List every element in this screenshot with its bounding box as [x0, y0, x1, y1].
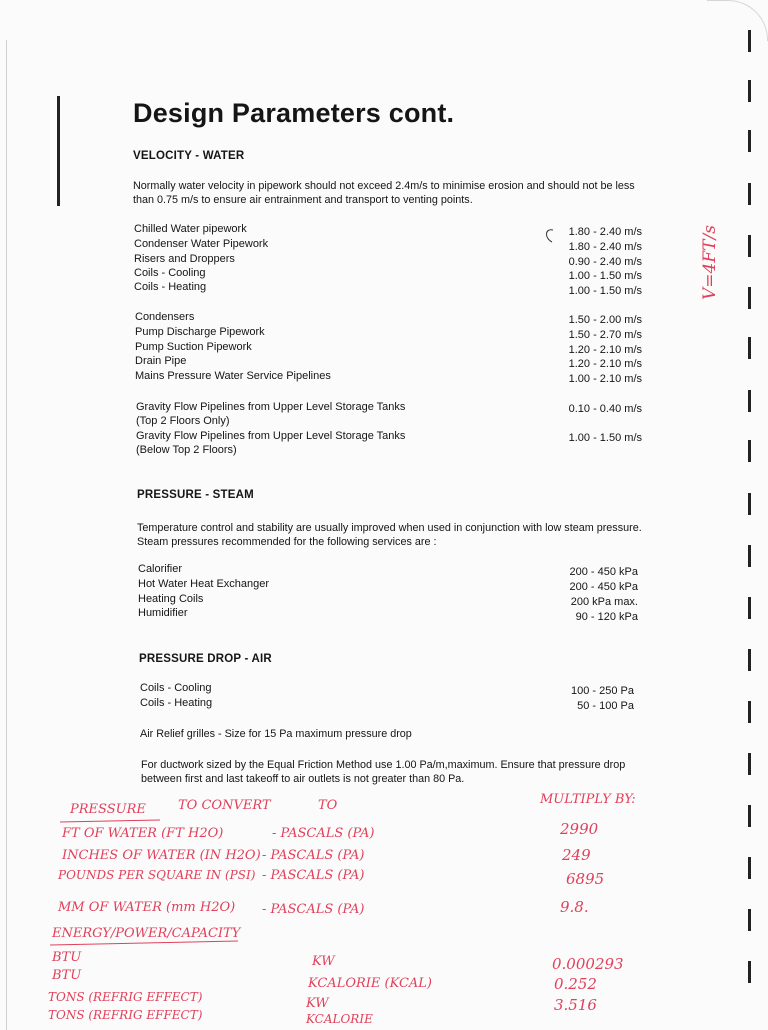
velocity-row-value: 1.00 - 1.50 m/s: [568, 285, 642, 297]
ductwork-note-line-1: For ductwork sized by the Equal Friction Method use 1.00 Pa/m,maximum. Ensure that pressure drop: [141, 759, 626, 771]
velocity-row-label: Coils - Cooling: [134, 267, 206, 279]
steam-row-label: Heating Coils: [138, 593, 204, 605]
page-title: Design Parameters cont.: [133, 98, 455, 128]
handwritten-energy-heading: ENERGY/POWER/CAPACITY: [52, 926, 241, 941]
steam-heading: PRESSURE - STEAM: [137, 489, 254, 501]
handwritten-energy-to: KCALORIE: [306, 1012, 373, 1026]
handwritten-energy-factor: 3.516: [554, 996, 597, 1014]
steam-row-value: 200 kPa max.: [570, 596, 638, 608]
handwritten-energy-from: BTU: [52, 950, 82, 965]
gravity-row-label: Gravity Flow Pipelines from Upper Level Storage Tanks: [136, 430, 406, 442]
handwritten-to: - PASCALS (PA): [262, 902, 365, 917]
handwritten-factor: 249: [562, 846, 591, 864]
velocity-row-value: 1.20 - 2.10 m/s: [568, 344, 642, 356]
handwritten-factor: 9.8.: [560, 898, 589, 916]
gravity-row-label: Gravity Flow Pipelines from Upper Level Storage Tanks: [136, 401, 406, 413]
handwritten-col-to: TO: [318, 798, 338, 813]
steam-row-value: 200 - 450 kPa: [569, 566, 638, 578]
handwritten-energy-to: KCALORIE (KCAL): [308, 976, 433, 991]
gravity-row-sub: (Below Top 2 Floors): [136, 444, 237, 456]
velocity-row-value: 1.20 - 2.10 m/s: [568, 358, 642, 370]
ductwork-note-line-2: between first and last takeoff to air outlets is not greater than 80 Pa.: [141, 773, 465, 785]
handwritten-from: INCHES OF WATER (IN H2O): [62, 848, 261, 863]
air-row-label: Coils - Heating: [140, 697, 213, 709]
handwritten-from: MM OF WATER (mm H2O): [58, 900, 236, 915]
handwritten-margin-note: V=4FT/s: [700, 225, 720, 300]
air-relief-note: Air Relief grilles - Size for 15 Pa maximum pressure drop: [140, 728, 412, 740]
velocity-row-label: Condensers: [135, 311, 195, 323]
gravity-row-sub: (Top 2 Floors Only): [136, 415, 230, 427]
handwritten-col-pressure: PRESSURE: [70, 802, 146, 817]
velocity-row-value: 1.50 - 2.00 m/s: [568, 314, 642, 326]
handwritten-energy-factor: 0.000293: [552, 955, 624, 973]
velocity-row-value: 1.80 - 2.40 m/s: [568, 241, 642, 253]
air-row-label: Coils - Cooling: [140, 682, 212, 694]
velocity-row-label: Coils - Heating: [134, 281, 207, 293]
air-heading: PRESSURE DROP - AIR: [139, 653, 272, 665]
handwritten-from: FT OF WATER (FT H2O): [62, 826, 224, 841]
gravity-row-value: 1.00 - 1.50 m/s: [568, 432, 642, 444]
air-row-value: 50 - 100 Pa: [577, 700, 634, 712]
handwritten-to: - PASCALS (PA): [262, 868, 365, 883]
handwritten-to: - PASCALS (PA): [272, 826, 375, 841]
velocity-intro-line-2: than 0.75 m/s to ensure air entrainment and transport to venting points.: [133, 194, 473, 206]
velocity-row-value: 0.90 - 2.40 m/s: [568, 256, 642, 268]
handwritten-factor: 6895: [566, 870, 605, 888]
velocity-row-value: 1.80 - 2.40 m/s: [568, 226, 642, 238]
velocity-row-value: 1.00 - 2.10 m/s: [568, 373, 642, 385]
steam-intro-line-1: Temperature control and stability are usually improved when used in conjunction with low steam pressure.: [137, 522, 642, 534]
steam-row-value: 200 - 450 kPa: [569, 581, 638, 593]
steam-row-label: Calorifier: [138, 563, 183, 575]
handwritten-from: POUNDS PER SQUARE IN (PSI): [58, 868, 256, 882]
handwritten-energy-from: BTU: [52, 968, 82, 983]
handwritten-to: - PASCALS (PA): [262, 848, 365, 863]
velocity-row-value: 1.50 - 2.70 m/s: [568, 329, 642, 341]
gravity-row-value: 0.10 - 0.40 m/s: [568, 403, 642, 415]
velocity-row-label: Chilled Water pipework: [134, 223, 247, 235]
steam-row-value: 90 - 120 kPa: [575, 611, 638, 623]
handwritten-energy-factor: 0.252: [554, 975, 597, 993]
velocity-row-value: 1.00 - 1.50 m/s: [568, 270, 642, 282]
velocity-row-label: Pump Suction Pipework: [135, 341, 252, 353]
handwritten-energy-to: KW: [312, 954, 335, 969]
handwritten-energy-from: TONS (REFRIG EFFECT): [48, 990, 203, 1004]
velocity-row-label: Pump Discharge Pipework: [135, 326, 265, 338]
velocity-heading: VELOCITY - WATER: [133, 150, 245, 162]
steam-intro-line-2: Steam pressures recommended for the following services are :: [137, 536, 437, 548]
handwritten-energy-from: TONS (REFRIG EFFECT): [48, 1008, 203, 1022]
velocity-row-label: Risers and Droppers: [134, 253, 235, 265]
handwritten-factor: 2990: [560, 820, 599, 838]
velocity-row-label: Mains Pressure Water Service Pipelines: [135, 370, 331, 382]
velocity-row-label: Drain Pipe: [135, 355, 187, 367]
steam-row-label: Hot Water Heat Exchanger: [138, 578, 270, 590]
velocity-row-label: Condenser Water Pipework: [134, 238, 269, 250]
handwritten-energy-to: KW: [306, 996, 329, 1011]
handwritten-col-to-convert: TO CONVERT: [178, 798, 271, 813]
steam-row-label: Humidifier: [138, 607, 188, 619]
air-row-value: 100 - 250 Pa: [571, 685, 634, 697]
velocity-intro-line-1: Normally water velocity in pipework should not exceed 2.4m/s to minimise erosion and should not be less: [133, 180, 635, 192]
handwritten-col-multiply: MULTIPLY BY:: [540, 792, 636, 807]
